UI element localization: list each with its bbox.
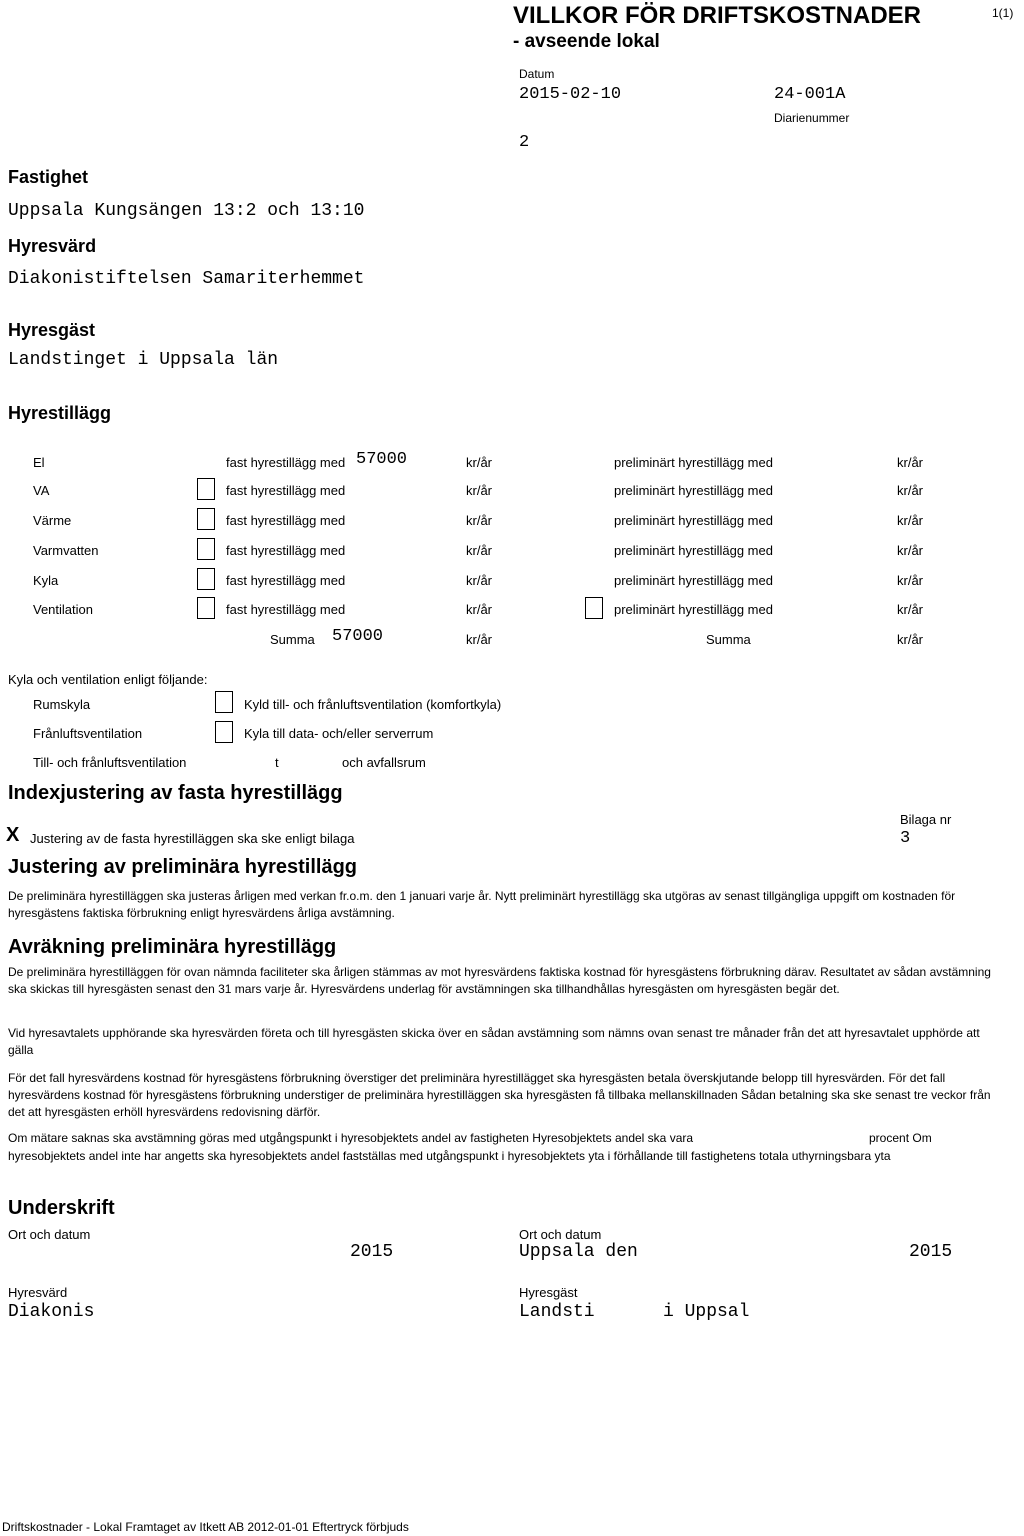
fast-label: fast hyrestillägg med — [226, 455, 346, 470]
fastighet-label: Fastighet — [8, 167, 89, 187]
avrakning-p3: För det fall hyresvärdens kostnad för hyresgästens förbrukning överstiger det preliminära hyrestillägget ska hyresgästen betala överskjutande belopp till hyresvärden. För det fall hyresvärdens kostnad för hyresgästens förbrukning understiger de preliminära hyrestilläggen ska hyresgästen få tillbaka mellanskillnaden Sådan betalning ska ske senast tre veckor från det att hyresgästen erhöll hyresvärdens redovisning därför. — [8, 1071, 991, 1119]
unit-label: kr/år — [897, 513, 923, 528]
row-name-va: VA — [33, 483, 50, 498]
justering-heading: Justering av preliminära hyrestillägg — [8, 856, 358, 878]
avrakning-p2: Vid hyresavtalets upphörande ska hyresvärden företa och till hyresgästen skicka över en sådan avstämning som nämns ovan senast tre månader från det att hyresavtalet upphörde att gälla — [8, 1026, 980, 1057]
row-name-varmvatten: Varmvatten — [33, 543, 99, 558]
page-number: 1(1) — [992, 6, 1014, 20]
justering-text: De preliminära hyrestilläggen ska justeras årligen med verkan fr.o.m. den 1 januari varje år. Nytt preliminärt hyrestillägg ska utgöras av senast tillgängliga uppgift om kostnaden för hyresgästens faktiska förbrukning enligt hyresvärdens årliga avstämning. — [8, 889, 956, 920]
footer-text: Driftskostnader - Lokal Framtaget av Itkett AB 2012-01-01 Eftertryck förbjuds — [2, 1520, 409, 1534]
bilaga-label: Bilaga nr — [900, 812, 952, 827]
avfall-label: och avfallsrum — [342, 755, 426, 770]
prel-label: preliminärt hyrestillägg med — [614, 573, 773, 588]
year-right[interactable]: 2015 — [909, 1242, 953, 1262]
index-checkbox-checked[interactable]: X — [6, 824, 20, 846]
bilaga-value[interactable]: 3 — [900, 829, 911, 848]
year-left[interactable]: 2015 — [350, 1242, 394, 1262]
prel-label: preliminärt hyrestillägg med — [614, 483, 773, 498]
hyresgast-sign-value-a[interactable]: Landsti — [519, 1302, 595, 1322]
row-name-el: El — [33, 455, 45, 470]
unit-label: kr/år — [897, 543, 923, 558]
fast-value-el[interactable]: 57000 — [356, 450, 408, 469]
ort-label-left: Ort och datum — [8, 1227, 91, 1242]
unit-label: kr/år — [897, 455, 923, 470]
summa-label: Summa — [706, 632, 751, 647]
unit-label: kr/år — [897, 573, 923, 588]
prel-checkbox-ventilation[interactable] — [585, 597, 603, 619]
fast-checkbox-va[interactable] — [197, 478, 215, 500]
row-name-kyla: Kyla — [33, 573, 59, 588]
datum-label: Datum — [519, 67, 555, 81]
datum-value[interactable]: 2015-02-10 — [519, 85, 622, 104]
avrakning-p4a: Om mätare saknas ska avstämning göras med utgångspunkt i hyresobjektets andel av fastigheten Hyresobjektets andel ska vara — [8, 1131, 694, 1145]
extra-value[interactable]: 2 — [519, 133, 530, 152]
avrakning-p1: De preliminära hyrestilläggen för ovan nämnda faciliteter ska årligen stämmas av mot hyresvärdens faktiska kostnad för hyresgästens förbrukning därav. Resultatet av sådan avstämning ska skickas till hyresgästen senast den 31 mars varje år. Hyresvärdens underlag för avstämningen ska tillhandhållas hyresgästen om hyresgästen begär det. — [8, 965, 991, 996]
summa-fast-value[interactable]: 57000 — [332, 627, 384, 646]
franluft-label: Frånluftsventilation — [33, 726, 143, 741]
kyla-intro: Kyla och ventilation enligt följande: — [8, 672, 208, 687]
diarie-value[interactable]: 24-001A — [774, 85, 846, 104]
unit-label: kr/år — [897, 632, 923, 647]
fast-checkbox-ventilation[interactable] — [197, 597, 215, 619]
ort-label-right: Ort och datum — [519, 1227, 602, 1242]
fast-label: fast hyrestillägg med — [226, 543, 346, 558]
serverrum-checkbox[interactable] — [215, 721, 233, 743]
hyresvard-value[interactable]: Diakonistiftelsen Samariterhemmet — [8, 269, 365, 289]
ort-value-right[interactable]: Uppsala den — [519, 1242, 638, 1262]
unit-label: kr/år — [466, 632, 492, 647]
row-name-ventilation: Ventilation — [33, 602, 93, 617]
prel-label: preliminärt hyrestillägg med — [614, 602, 773, 617]
avrakning-heading: Avräkning preliminära hyrestillägg — [8, 936, 337, 958]
unit-label: kr/år — [466, 573, 492, 588]
hyresgast-sign-label: Hyresgäst — [519, 1285, 578, 1300]
hyresgast-value[interactable]: Landstinget i Uppsala län — [8, 350, 279, 370]
fast-label: fast hyrestillägg med — [226, 602, 346, 617]
fast-label: fast hyrestillägg med — [226, 513, 346, 528]
index-check-text: Justering av de fasta hyrestilläggen ska ske enligt bilaga — [30, 831, 355, 846]
diarie-label: Diarienummer — [774, 111, 850, 125]
index-heading: Indexjustering av fasta hyrestillägg — [8, 782, 343, 804]
fast-checkbox-varme[interactable] — [197, 508, 215, 530]
avrakning-p4b: procent Om — [869, 1131, 932, 1145]
fastighet-value[interactable]: Uppsala Kungsängen 13:2 och 13:10 — [8, 201, 365, 221]
unit-label: kr/år — [466, 602, 492, 617]
hyresvard-sign-value[interactable]: Diakonis — [8, 1302, 95, 1322]
serverrum-label: Kyla till data- och/eller serverrum — [244, 726, 434, 741]
row-name-varme: Värme — [33, 513, 72, 528]
rumskyla-label: Rumskyla — [33, 697, 91, 712]
unit-label: kr/år — [466, 513, 492, 528]
prel-label: preliminärt hyrestillägg med — [614, 455, 773, 470]
hyresvard-sign-label: Hyresvärd — [8, 1285, 68, 1300]
unit-label: kr/år — [466, 543, 492, 558]
unit-label: kr/år — [466, 455, 492, 470]
fast-checkbox-varmvatten[interactable] — [197, 538, 215, 560]
hyresvard-label: Hyresvärd — [8, 236, 97, 256]
fast-checkbox-kyla[interactable] — [197, 568, 215, 590]
unit-label: kr/år — [466, 483, 492, 498]
document-subtitle: - avseende lokal — [513, 31, 660, 52]
hyresgast-sign-value-b[interactable]: i Uppsal — [663, 1302, 750, 1322]
komfortkyla-checkbox[interactable] — [215, 691, 233, 713]
unit-label: kr/år — [897, 602, 923, 617]
unit-label: kr/år — [897, 483, 923, 498]
prel-label: preliminärt hyrestillägg med — [614, 513, 773, 528]
avrakning-p4c: hyresobjektets andel inte har angetts ska hyresobjektets andel fastställas med utgångspunkt i hyresobjektets yta i förhållande till fastighetens totala uthyrningsbara yta — [8, 1149, 891, 1163]
fast-label: fast hyrestillägg med — [226, 573, 346, 588]
underskrift-heading: Underskrift — [8, 1197, 115, 1219]
t-label: t — [275, 755, 279, 770]
fast-label: fast hyrestillägg med — [226, 483, 346, 498]
hyrestillagg-heading: Hyrestillägg — [8, 403, 112, 423]
hyresgast-label: Hyresgäst — [8, 320, 96, 340]
komfortkyla-label: Kyld till- och frånluftsventilation (komfortkyla) — [244, 697, 502, 712]
summa-label: Summa — [270, 632, 315, 647]
tillfran-label: Till- och frånluftsventilation — [33, 755, 187, 770]
document-title: VILLKOR FÖR DRIFTSKOSTNADER — [513, 2, 921, 29]
prel-label: preliminärt hyrestillägg med — [614, 543, 773, 558]
